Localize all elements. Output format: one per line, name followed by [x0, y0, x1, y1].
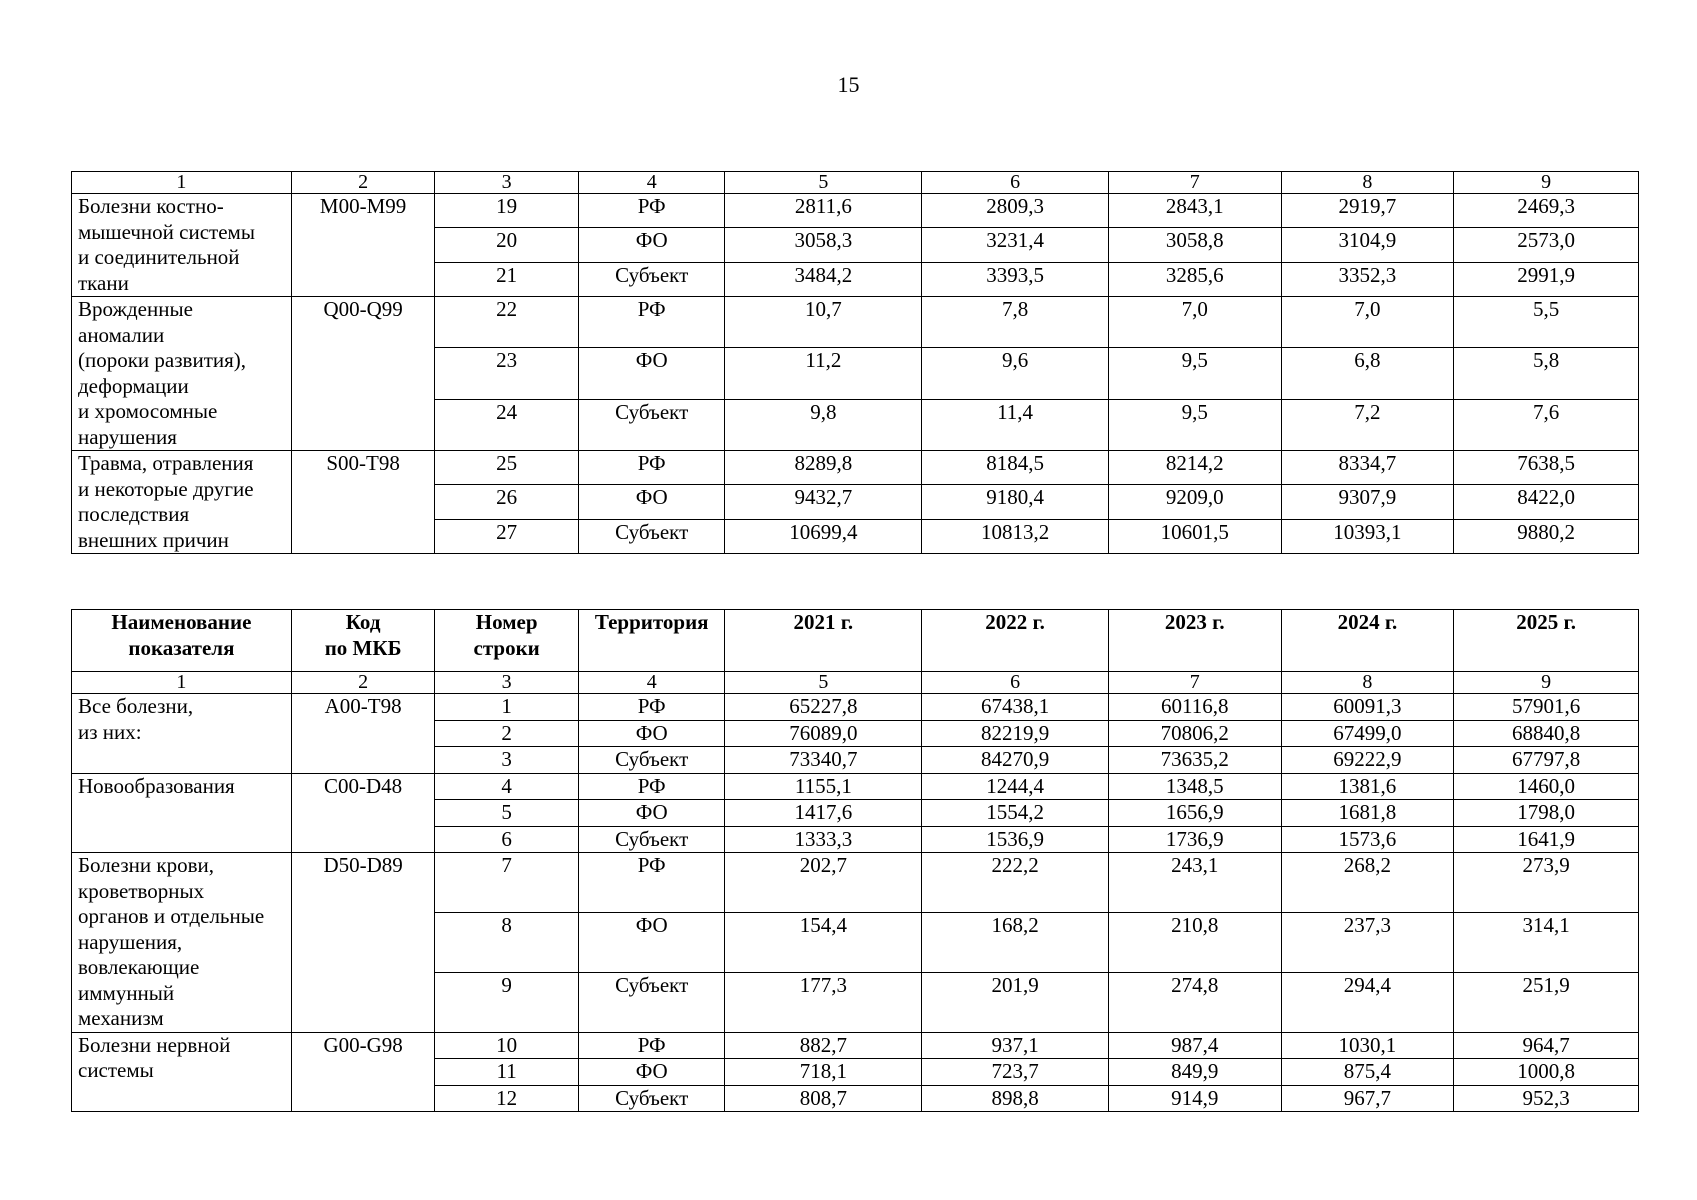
value-cell: 5,8 — [1454, 348, 1639, 399]
value-cell: 1656,9 — [1108, 800, 1281, 827]
value-cell: 1536,9 — [922, 826, 1109, 853]
column-number: 2 — [291, 672, 435, 694]
value-cell: 2573,0 — [1454, 228, 1639, 262]
line-number: 22 — [435, 297, 579, 348]
indicator-name — [72, 694, 292, 774]
indicator-name-line: последствия — [78, 502, 190, 526]
table-row — [72, 297, 1639, 348]
table-row — [72, 194, 1639, 228]
morbidity-table-continued — [71, 171, 1639, 554]
value-cell: 294,4 — [1281, 972, 1454, 1032]
value-cell: 1417,6 — [725, 800, 922, 827]
indicator-name — [72, 853, 292, 1033]
indicator-name-line: Болезни нервной — [78, 1032, 231, 1057]
icd-code: A00-T98 — [291, 694, 435, 774]
value-cell: 11,4 — [922, 399, 1109, 450]
value-cell: 67797,8 — [1454, 747, 1639, 774]
value-cell: 8334,7 — [1281, 451, 1454, 485]
value-cell: 67499,0 — [1281, 720, 1454, 747]
value-cell: 1000,8 — [1454, 1059, 1639, 1086]
indicator-name-line: Новообразования — [78, 773, 235, 798]
value-cell: 3285,6 — [1108, 262, 1281, 296]
table-row — [72, 1032, 1639, 1059]
territory: Субъект — [578, 826, 725, 853]
header-year-2025: 2025 г. — [1454, 610, 1639, 672]
value-cell: 243,1 — [1108, 853, 1281, 913]
territory: ФО — [578, 720, 725, 747]
value-cell: 2991,9 — [1454, 262, 1639, 296]
value-cell: 9,5 — [1108, 399, 1281, 450]
icd-code: M00-M99 — [291, 194, 435, 297]
territory: ФО — [578, 912, 725, 972]
indicator-name-line: иммунный — [78, 980, 175, 1005]
column-number: 5 — [725, 672, 922, 694]
value-cell: 898,8 — [922, 1085, 1109, 1112]
value-cell: 7,0 — [1108, 297, 1281, 348]
value-cell: 10699,4 — [725, 519, 922, 553]
indicator-name-line: Все болезни, — [78, 694, 194, 718]
indicator-name-line: системы — [78, 1058, 154, 1082]
territory: РФ — [578, 194, 725, 228]
line-number: 7 — [435, 853, 579, 913]
value-cell: 7,0 — [1281, 297, 1454, 348]
column-number: 6 — [922, 672, 1109, 694]
value-cell: 1573,6 — [1281, 826, 1454, 853]
value-cell: 268,2 — [1281, 853, 1454, 913]
value-cell: 1736,9 — [1108, 826, 1281, 853]
line-number: 11 — [435, 1059, 579, 1086]
value-cell: 8289,8 — [725, 451, 922, 485]
line-number: 2 — [435, 720, 579, 747]
icd-code: C00-D48 — [291, 773, 435, 853]
territory: ФО — [578, 1059, 725, 1086]
column-number: 8 — [1281, 172, 1454, 194]
indicator-name-line: Врожденные — [78, 297, 193, 321]
value-cell: 210,8 — [1108, 912, 1281, 972]
value-cell: 73340,7 — [725, 747, 922, 774]
value-cell: 718,1 — [725, 1059, 922, 1086]
value-cell: 76089,0 — [725, 720, 922, 747]
column-number: 3 — [435, 172, 579, 194]
value-cell: 3058,3 — [725, 228, 922, 262]
icd-code: D50-D89 — [291, 853, 435, 1033]
value-cell: 202,7 — [725, 853, 922, 913]
line-number: 19 — [435, 194, 579, 228]
column-number: 3 — [435, 672, 579, 694]
value-cell: 952,3 — [1454, 1085, 1639, 1112]
territory: Субъект — [578, 747, 725, 774]
territory: РФ — [578, 297, 725, 348]
value-cell: 9307,9 — [1281, 485, 1454, 519]
value-cell: 882,7 — [725, 1032, 922, 1059]
value-cell: 274,8 — [1108, 972, 1281, 1032]
line-number: 4 — [435, 773, 579, 800]
territory: РФ — [578, 451, 725, 485]
territory: РФ — [578, 773, 725, 800]
value-cell: 1798,0 — [1454, 800, 1639, 827]
line-number: 20 — [435, 228, 579, 262]
indicator-name — [72, 1032, 292, 1112]
value-cell: 10813,2 — [922, 519, 1109, 553]
value-cell: 65227,8 — [725, 694, 922, 721]
value-cell: 201,9 — [922, 972, 1109, 1032]
line-number: 12 — [435, 1085, 579, 1112]
value-cell: 8422,0 — [1454, 485, 1639, 519]
column-number: 8 — [1281, 672, 1454, 694]
page-number: 15 — [837, 72, 860, 97]
value-cell: 1641,9 — [1454, 826, 1639, 853]
value-cell: 11,2 — [725, 348, 922, 399]
value-cell: 9,5 — [1108, 348, 1281, 399]
indicator-name-line: ткани — [78, 270, 129, 295]
header-year-2022: 2022 г. — [922, 610, 1109, 672]
value-cell: 1333,3 — [725, 826, 922, 853]
line-number: 21 — [435, 262, 579, 296]
indicator-name-line: нарушения, — [78, 929, 183, 954]
indicator-name-line: и некоторые другие — [78, 476, 254, 501]
value-cell: 273,9 — [1454, 853, 1639, 913]
line-number: 5 — [435, 800, 579, 827]
line-number: 25 — [435, 451, 579, 485]
indicator-name-line: Болезни костно- — [78, 194, 224, 218]
value-cell: 9,8 — [725, 399, 922, 450]
value-cell: 808,7 — [725, 1085, 922, 1112]
value-cell: 1155,1 — [725, 773, 922, 800]
value-cell: 1244,4 — [922, 773, 1109, 800]
column-number: 4 — [578, 172, 725, 194]
line-number: 10 — [435, 1032, 579, 1059]
column-number-row — [72, 172, 1639, 194]
value-cell: 10,7 — [725, 297, 922, 348]
value-cell: 9880,2 — [1454, 519, 1639, 553]
morbidity-table — [71, 609, 1639, 1112]
value-cell: 68840,8 — [1454, 720, 1639, 747]
line-number: 26 — [435, 485, 579, 519]
indicator-name-line: кроветворных — [78, 878, 205, 903]
territory: ФО — [578, 485, 725, 519]
territory: ФО — [578, 348, 725, 399]
value-cell: 1030,1 — [1281, 1032, 1454, 1059]
value-cell: 987,4 — [1108, 1032, 1281, 1059]
territory: РФ — [578, 1032, 725, 1059]
value-cell: 3352,3 — [1281, 262, 1454, 296]
value-cell: 2919,7 — [1281, 194, 1454, 228]
indicator-name-line: механизм — [78, 1006, 164, 1030]
indicator-name-line: Травма, отравления — [78, 451, 254, 475]
indicator-name-line: Болезни крови, — [78, 853, 214, 877]
header-year-2023: 2023 г. — [1108, 610, 1281, 672]
value-cell: 1348,5 — [1108, 773, 1281, 800]
value-cell: 8184,5 — [922, 451, 1109, 485]
territory: ФО — [578, 800, 725, 827]
header-line-number: Номер строки — [435, 610, 579, 672]
header-territory: Территория — [578, 610, 725, 672]
value-cell: 8214,2 — [1108, 451, 1281, 485]
line-number: 3 — [435, 747, 579, 774]
column-number: 2 — [291, 172, 435, 194]
value-cell: 60091,3 — [1281, 694, 1454, 721]
header-icd-code: Код по МКБ — [291, 610, 435, 672]
table-row — [72, 694, 1639, 721]
icd-code: G00-G98 — [291, 1032, 435, 1112]
value-cell: 5,5 — [1454, 297, 1639, 348]
indicator-name-line: и хромосомные — [78, 399, 218, 423]
territory: Субъект — [578, 262, 725, 296]
column-number: 1 — [72, 672, 292, 694]
indicator-name-line: нарушения — [78, 424, 177, 449]
value-cell: 10601,5 — [1108, 519, 1281, 553]
value-cell: 914,9 — [1108, 1085, 1281, 1112]
value-cell: 1554,2 — [922, 800, 1109, 827]
value-cell: 3231,4 — [922, 228, 1109, 262]
value-cell: 937,1 — [922, 1032, 1109, 1059]
column-number: 9 — [1454, 672, 1639, 694]
value-cell: 7,2 — [1281, 399, 1454, 450]
column-number: 1 — [72, 172, 292, 194]
line-number: 8 — [435, 912, 579, 972]
value-cell: 84270,9 — [922, 747, 1109, 774]
value-cell: 1460,0 — [1454, 773, 1639, 800]
table-header-row — [72, 610, 1639, 672]
value-cell: 723,7 — [922, 1059, 1109, 1086]
value-cell: 7638,5 — [1454, 451, 1639, 485]
header-indicator-name: Наименование показателя — [72, 610, 292, 672]
header-year-2024: 2024 г. — [1281, 610, 1454, 672]
territory: Субъект — [578, 519, 725, 553]
indicator-name-line: и соединительной — [78, 245, 240, 269]
column-number: 9 — [1454, 172, 1639, 194]
icd-code: S00-T98 — [291, 451, 435, 554]
indicator-name-line: из них: — [78, 719, 142, 744]
value-cell: 2809,3 — [922, 194, 1109, 228]
column-number-row — [72, 672, 1639, 694]
indicator-name — [72, 297, 292, 451]
column-number: 7 — [1108, 172, 1281, 194]
line-number: 27 — [435, 519, 579, 553]
value-cell: 251,9 — [1454, 972, 1639, 1032]
value-cell: 69222,9 — [1281, 747, 1454, 774]
indicator-name-line: органов и отдельные — [78, 904, 265, 928]
value-cell: 168,2 — [922, 912, 1109, 972]
value-cell: 7,8 — [922, 297, 1109, 348]
indicator-name-line: аномалии — [78, 322, 165, 347]
value-cell: 9209,0 — [1108, 485, 1281, 519]
territory: Субъект — [578, 1085, 725, 1112]
value-cell: 154,4 — [725, 912, 922, 972]
value-cell: 964,7 — [1454, 1032, 1639, 1059]
value-cell: 60116,8 — [1108, 694, 1281, 721]
line-number: 1 — [435, 694, 579, 721]
header-year-2021: 2021 г. — [725, 610, 922, 672]
indicator-name-line: вовлекающие — [78, 955, 200, 979]
value-cell: 237,3 — [1281, 912, 1454, 972]
value-cell: 1381,6 — [1281, 773, 1454, 800]
table-row — [72, 853, 1639, 913]
value-cell: 6,8 — [1281, 348, 1454, 399]
column-number: 5 — [725, 172, 922, 194]
indicator-name-line: деформации — [78, 373, 189, 398]
value-cell: 70806,2 — [1108, 720, 1281, 747]
line-number: 9 — [435, 972, 579, 1032]
value-cell: 3393,5 — [922, 262, 1109, 296]
value-cell: 10393,1 — [1281, 519, 1454, 553]
column-number: 6 — [922, 172, 1109, 194]
value-cell: 67438,1 — [922, 694, 1109, 721]
indicator-name — [72, 451, 292, 554]
territory: Субъект — [578, 972, 725, 1032]
indicator-name-line: (пороки развития), — [78, 348, 247, 372]
territory: РФ — [578, 853, 725, 913]
value-cell: 2811,6 — [725, 194, 922, 228]
line-number: 24 — [435, 399, 579, 450]
value-cell: 9432,7 — [725, 485, 922, 519]
value-cell: 177,3 — [725, 972, 922, 1032]
territory: Субъект — [578, 399, 725, 450]
indicator-name — [72, 194, 292, 297]
value-cell: 222,2 — [922, 853, 1109, 913]
indicator-name-line: внешних причин — [78, 527, 229, 552]
indicator-name — [72, 773, 292, 853]
value-cell: 2469,3 — [1454, 194, 1639, 228]
indicator-name-line: мышечной системы — [78, 219, 255, 244]
line-number: 23 — [435, 348, 579, 399]
value-cell: 3484,2 — [725, 262, 922, 296]
value-cell: 7,6 — [1454, 399, 1639, 450]
value-cell: 3104,9 — [1281, 228, 1454, 262]
value-cell: 2843,1 — [1108, 194, 1281, 228]
value-cell: 57901,6 — [1454, 694, 1639, 721]
value-cell: 3058,8 — [1108, 228, 1281, 262]
line-number: 6 — [435, 826, 579, 853]
value-cell: 314,1 — [1454, 912, 1639, 972]
value-cell: 1681,8 — [1281, 800, 1454, 827]
icd-code: Q00-Q99 — [291, 297, 435, 451]
value-cell: 849,9 — [1108, 1059, 1281, 1086]
table-row — [72, 451, 1639, 485]
territory: ФО — [578, 228, 725, 262]
value-cell: 73635,2 — [1108, 747, 1281, 774]
column-number: 7 — [1108, 672, 1281, 694]
value-cell: 9180,4 — [922, 485, 1109, 519]
column-number: 4 — [578, 672, 725, 694]
value-cell: 9,6 — [922, 348, 1109, 399]
value-cell: 875,4 — [1281, 1059, 1454, 1086]
value-cell: 967,7 — [1281, 1085, 1454, 1112]
territory: РФ — [578, 694, 725, 721]
value-cell: 82219,9 — [922, 720, 1109, 747]
table-row — [72, 773, 1639, 800]
